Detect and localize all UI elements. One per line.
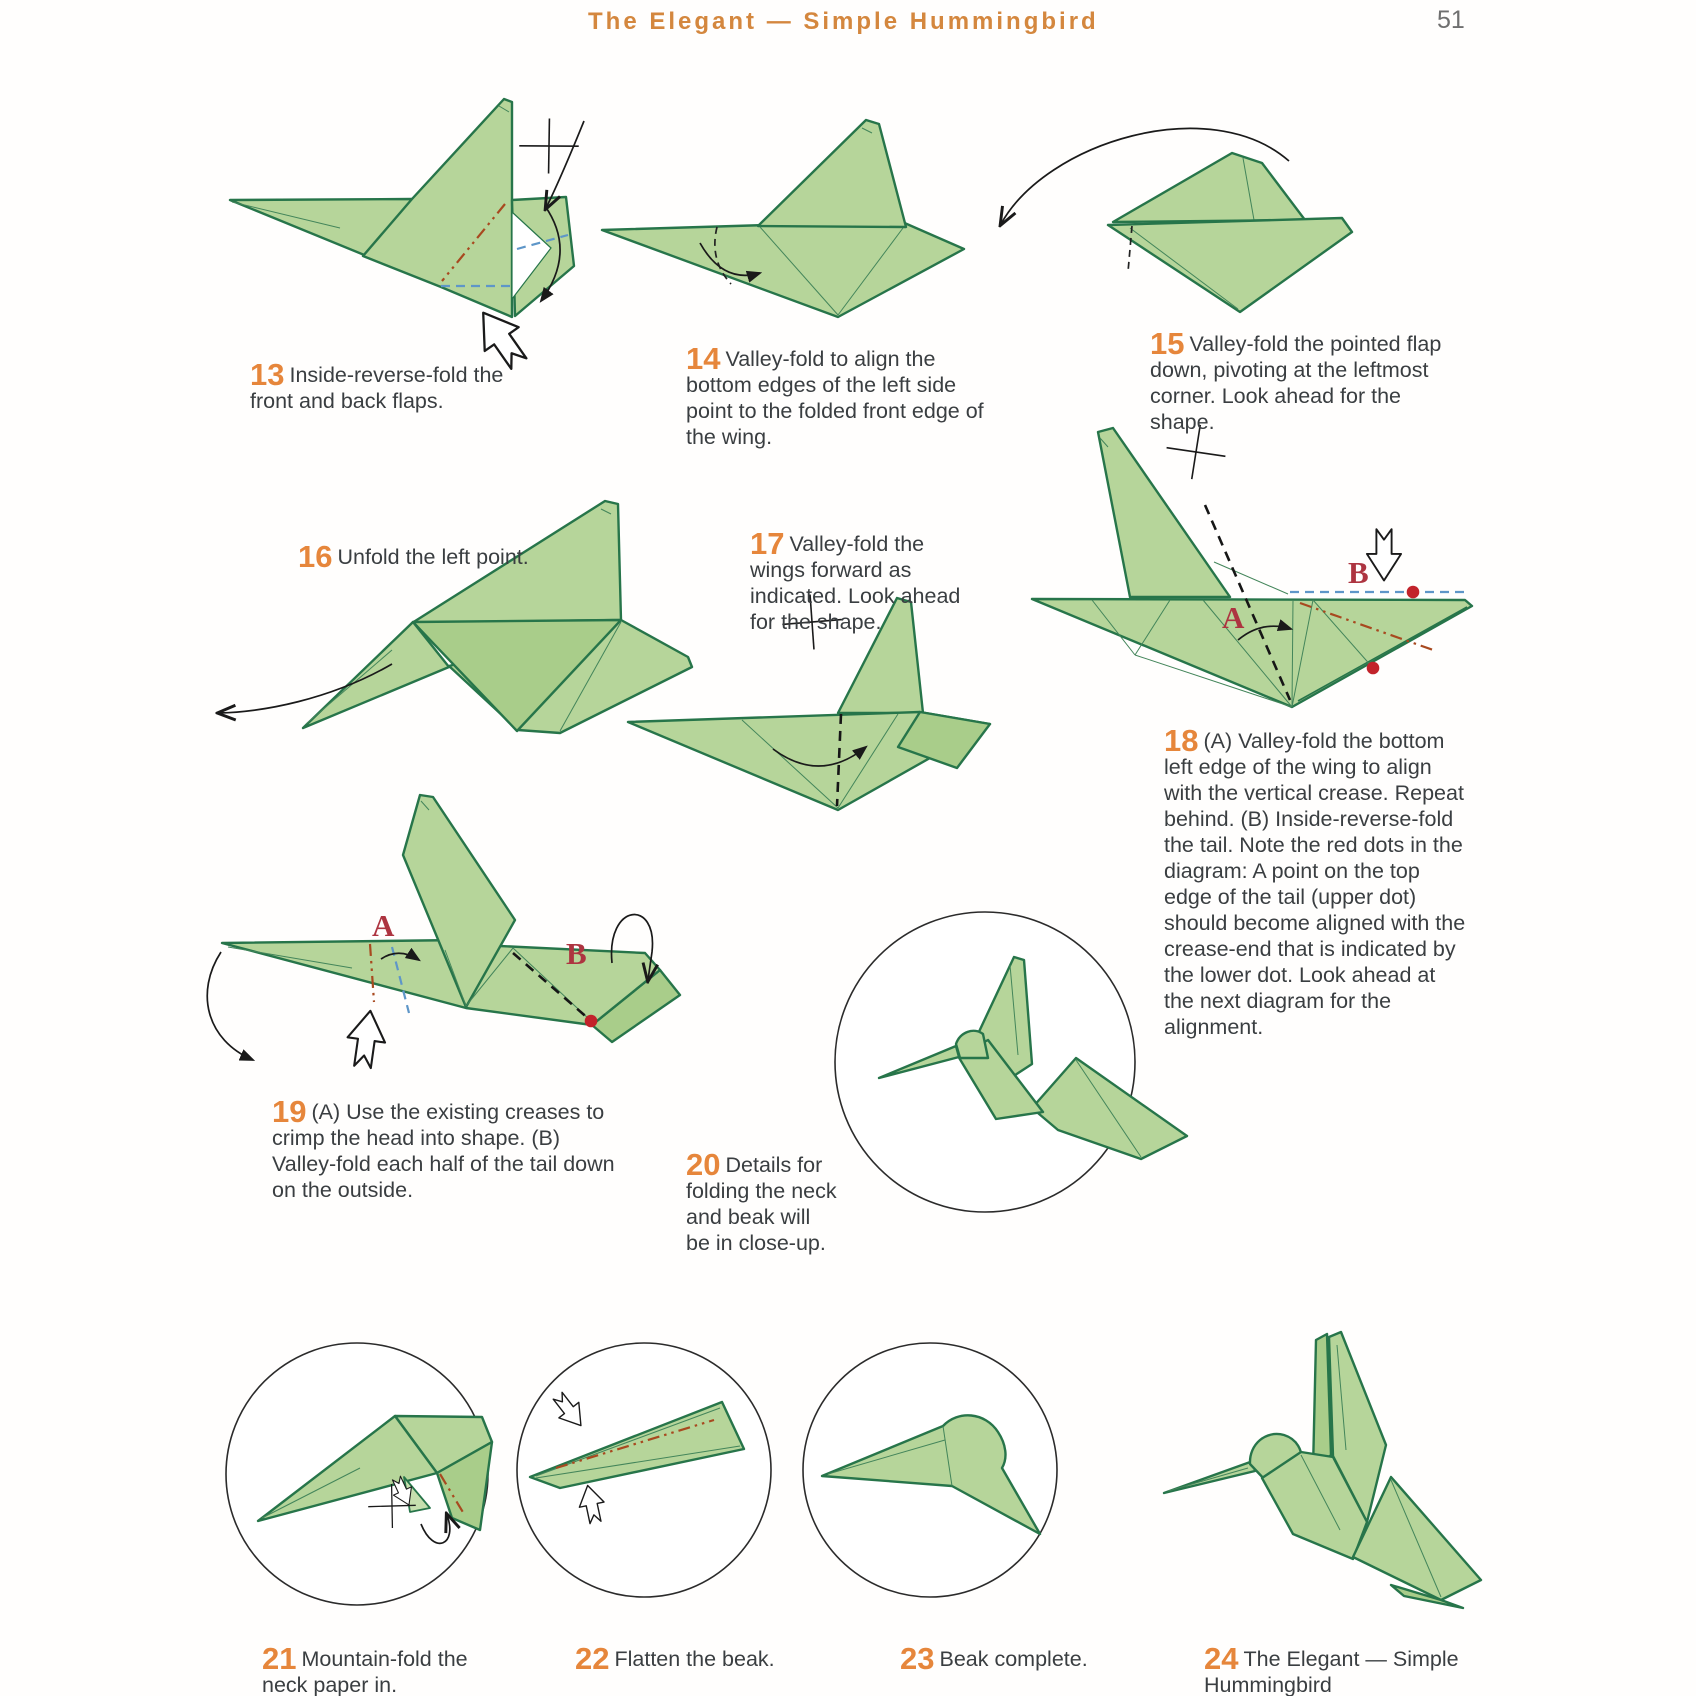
step-number: 15: [1150, 326, 1185, 361]
step-number: 18: [1164, 723, 1199, 758]
diagram-step-18: [1032, 416, 1472, 707]
diagram-step-19: [207, 795, 680, 1070]
step-13-caption: [250, 357, 518, 414]
paper-face: [1113, 153, 1305, 222]
diagram-step-14: [602, 120, 964, 317]
paper-face: [1313, 1334, 1331, 1470]
step-24-caption: [1204, 1641, 1504, 1696]
label-b: B: [1348, 555, 1369, 590]
paper-face: [956, 1031, 988, 1058]
step-15-caption: [1150, 326, 1448, 435]
step-23-caption: [900, 1641, 1140, 1676]
step-number: 13: [250, 357, 285, 392]
page-number: 51: [1437, 6, 1465, 34]
step-number: 22: [575, 1641, 610, 1676]
paper-face: [303, 622, 449, 728]
red-dot: [585, 1015, 598, 1028]
step-text: Unfold the left point.: [337, 545, 529, 569]
step-text: Valley-fold to align the bottom edges of the left side point to the folded front edge of the wing.: [686, 347, 984, 449]
step-22-caption: [575, 1641, 835, 1676]
step-number: 19: [272, 1094, 307, 1129]
label-a: A: [1222, 600, 1245, 635]
step-text: The Elegant — Simple Hummingbird: [1204, 1647, 1459, 1696]
step-text: (A) Valley-fold the bottom left edge of the wing to align with the vertical crease. Repeat behind. (B) Inside-reverse-fold the tail. Note the red dots in the diagram: A point on the top edge of the tail (upper dot) should become aligned with the crease-end that is indicated by the lower dot. Look ahead at the next diagram for the alignment.: [1164, 729, 1466, 1039]
step-number: 16: [298, 539, 333, 574]
paper-face: [222, 940, 660, 1025]
diagram-step-22: [517, 1343, 771, 1597]
step-text: Valley-fold the wings forward as indicated. Look ahead for the shape.: [750, 532, 961, 634]
step-number: 23: [900, 1641, 935, 1676]
diagram-step-23: [803, 1343, 1057, 1597]
push-arrow-icon: [344, 1008, 389, 1069]
red-dot: [1407, 586, 1420, 599]
step-text: Inside-reverse-fold the front and back flaps.: [250, 363, 504, 413]
paper-face: [602, 221, 964, 317]
diagram-step-21: [226, 1343, 492, 1605]
step-20-caption: [686, 1147, 838, 1256]
step-text: Mountain-fold the neck paper in.: [262, 1647, 468, 1696]
label-b: B: [566, 936, 587, 971]
step-18-caption: [1164, 723, 1466, 1040]
diagram-step-15: [1001, 128, 1352, 312]
step-number: 20: [686, 1147, 721, 1182]
step-17-caption: [750, 526, 985, 635]
step-number: 17: [750, 526, 785, 561]
push-arrow-icon: [1367, 529, 1401, 580]
step-text: Flatten the beak.: [614, 1647, 775, 1671]
step-text: Details for folding the neck and beak will be in close-up.: [686, 1153, 837, 1255]
step-16-caption: [298, 539, 678, 574]
step-14-caption: [686, 341, 1001, 450]
page-title: The Elegant — Simple Hummingbird: [588, 8, 1099, 35]
step-text: Valley-fold the pointed flap down, pivoting at the leftmost corner. Look ahead for the shape.: [1150, 332, 1442, 434]
red-dot: [1367, 662, 1380, 675]
label-a: A: [372, 908, 395, 943]
paper-face: [1108, 218, 1352, 312]
fold-direction-arrow: [546, 121, 584, 208]
diagram-step-20: [835, 912, 1187, 1212]
step-number: 21: [262, 1641, 297, 1676]
step-text: (A) Use the existing creases to crimp the head into shape. (B) Valley-fold each half of the tail down on the outside.: [272, 1100, 615, 1202]
diagram-step-16: [219, 501, 692, 733]
fold-down-arrow: [207, 952, 253, 1060]
crease-line: [1168, 1468, 1248, 1491]
step-21-caption: [262, 1641, 494, 1696]
diagram-step-24: [1164, 1332, 1481, 1608]
paper-face: [758, 120, 906, 227]
step-number: 14: [686, 341, 721, 376]
step-text: Beak complete.: [939, 1647, 1088, 1671]
step-number: 24: [1204, 1641, 1239, 1676]
diagram-step-13: [230, 99, 584, 375]
step-19-caption: [272, 1094, 624, 1203]
